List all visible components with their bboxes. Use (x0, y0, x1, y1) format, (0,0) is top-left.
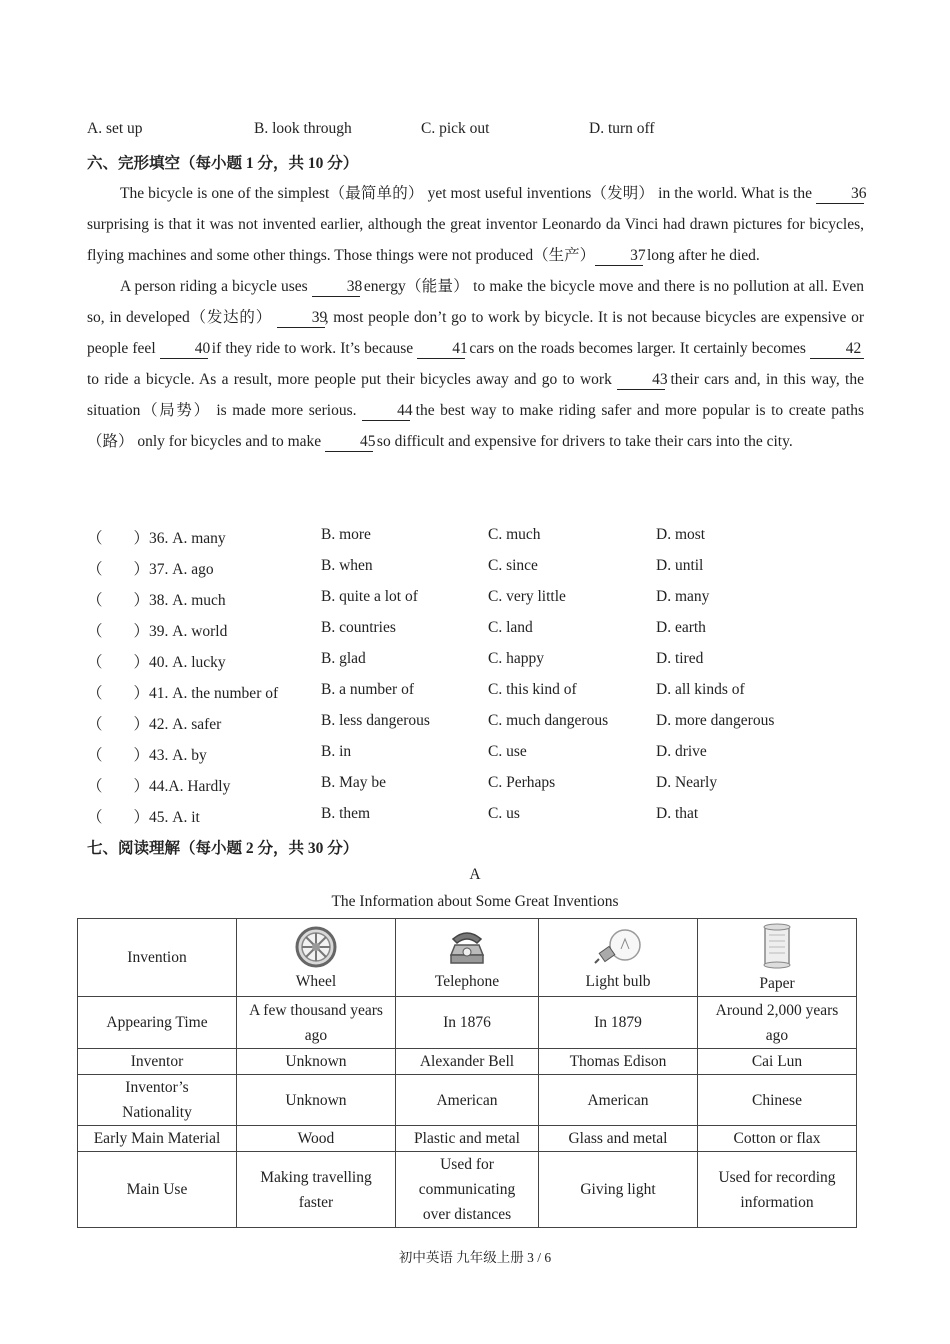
option-c: C. since (488, 557, 538, 574)
option-a: A. set up (87, 120, 143, 137)
question-row-44 (87, 774, 867, 796)
blank-42: 42 (810, 340, 864, 359)
invention-cell-paper (698, 919, 857, 997)
blank-39: 39 (277, 309, 325, 328)
option-d: D. most (656, 526, 706, 543)
blank-43: 43 (617, 371, 665, 390)
question-row-43 (87, 743, 867, 765)
table-cell: A few thousand years ago (237, 997, 396, 1049)
table-cell: Making travelling faster (237, 1152, 396, 1228)
option-b: B. in (321, 743, 352, 760)
row-label: Inventor (78, 1049, 237, 1075)
question-number-a: （ ）44.A. Hardly (87, 778, 231, 795)
passage-text: so difficult and expensive for drivers to take their cars into the city. (373, 433, 793, 450)
passage-text: The bicycle is one of the simplest（最简单的） yet most useful inventions（发明） in the world. What is the (120, 185, 816, 202)
option-b: B. more (321, 526, 371, 543)
table-cell: Chinese (698, 1075, 857, 1126)
table-row-main-use (78, 1152, 857, 1228)
blank-45: 45 (325, 433, 373, 452)
question-row-38 (87, 588, 867, 610)
paper-scroll-icon (704, 923, 850, 971)
table-cell: In 1879 (539, 997, 698, 1049)
option-c: C. use (488, 743, 527, 760)
question-number-a: （ ）40. A. lucky (87, 654, 226, 671)
blank-36: 36 (816, 185, 864, 204)
invention-name: Paper (759, 975, 795, 992)
option-b: B. countries (321, 619, 396, 636)
table-row-nationality (78, 1075, 857, 1126)
table-cell: Giving light (539, 1152, 698, 1228)
table-cell: Cai Lun (698, 1049, 857, 1075)
invention-cell-wheel (237, 919, 396, 997)
invention-name: Wheel (295, 973, 337, 990)
option-d: D. Nearly (656, 774, 718, 791)
passage-paragraph-1 (87, 178, 867, 271)
passage-text: if they ride to work. It’s because (207, 340, 418, 357)
question-number-a: （ ）39. A. world (87, 623, 228, 640)
question-number-a: （ ）38. A. much (87, 592, 226, 609)
question-row-41 (87, 681, 867, 703)
table-row-invention (78, 919, 857, 997)
option-c: C. pick out (421, 120, 490, 137)
option-b: B. glad (321, 650, 366, 667)
table-cell: Plastic and metal (396, 1126, 539, 1152)
blank-40: 40 (160, 340, 208, 359)
passage-paragraph-2 (87, 271, 864, 457)
option-b: B. quite a lot of (321, 588, 418, 605)
option-d: D. more dangerous (656, 712, 775, 729)
blank-41: 41 (417, 340, 465, 359)
passage-text: cars on the roads becomes larger. It certainly becomes (465, 340, 810, 357)
table-cell: Thomas Edison (539, 1049, 698, 1075)
option-d: D. many (656, 588, 710, 605)
option-b: B. them (321, 805, 371, 822)
table-title: The Information about Some Great Inventions (331, 893, 619, 910)
option-c: C. much dangerous (488, 712, 609, 729)
invention-cell-telephone (396, 919, 539, 997)
passage-label: A (469, 866, 481, 883)
option-d: D. tired (656, 650, 704, 667)
question-row-40 (87, 650, 867, 672)
table-cell: American (396, 1075, 539, 1126)
option-b: B. look through (254, 120, 352, 137)
table-cell: Used for communicating over distances (396, 1152, 539, 1228)
question-row-36 (87, 526, 867, 548)
option-d: D. until (656, 557, 704, 574)
passage-text: , most people don’t go to work by bicycle. It is not because bicycles are expensive or people feel (87, 309, 864, 357)
table-cell: Used for recording information (698, 1152, 857, 1228)
table-cell: American (539, 1075, 698, 1126)
section-7-heading: 七、阅读理解（每小题 2 分，共 30 分） (87, 840, 359, 857)
option-c: C. land (488, 619, 533, 636)
question-row-37 (87, 557, 867, 579)
passage-text: A person riding a bicycle uses (120, 278, 312, 295)
question-row-45 (87, 805, 867, 827)
table-cell: Around 2,000 years ago (698, 997, 857, 1049)
cloze-passage (87, 178, 867, 457)
row-label: Early Main Material (78, 1126, 237, 1152)
row-label: Appearing Time (78, 997, 237, 1049)
option-c: C. this kind of (488, 681, 577, 698)
question-number-a: （ ）41. A. the number of (87, 685, 279, 702)
table-cell: Unknown (237, 1049, 396, 1075)
previous-question-options (87, 120, 867, 142)
table-cell: Wood (237, 1126, 396, 1152)
light-bulb-icon (545, 925, 691, 969)
table-row-appearing-time (78, 997, 857, 1049)
option-c: C. us (488, 805, 520, 822)
question-number-a: （ ）43. A. by (87, 747, 207, 764)
passage-text: the best way to make riding safer and more popular is to create paths（路） only for bicycles and to make (87, 402, 864, 450)
table-cell: Glass and metal (539, 1126, 698, 1152)
table-cell: Unknown (237, 1075, 396, 1126)
passage-text: energy（能量） to make the bicycle move and there is no pollution at all. Even so, in developed（发达的） (87, 278, 864, 326)
option-d: D. turn off (589, 120, 655, 137)
passage-text: their cars and, in this way, the situation（局势） is made more serious. (87, 371, 864, 419)
blank-38: 38 (312, 278, 360, 297)
table-cell: Cotton or flax (698, 1126, 857, 1152)
option-d: D. earth (656, 619, 706, 636)
blank-37: 37 (595, 247, 643, 266)
option-b: B. when (321, 557, 373, 574)
option-c: C. very little (488, 588, 566, 605)
passage-text: long after he died. (643, 247, 760, 264)
table-cell: In 1876 (396, 997, 539, 1049)
question-number-a: （ ）36. A. many (87, 530, 226, 547)
row-label: Invention (78, 919, 237, 997)
option-b: B. a number of (321, 681, 414, 698)
telephone-icon (402, 925, 532, 969)
option-d: D. all kinds of (656, 681, 745, 698)
passage-text: surprising is that it was not invented earlier, although the great inventor Leonardo da Vinci had drawn pictures for bicycles, flying machines and some other things. Those things were not produced（生产） (87, 216, 864, 264)
option-d: D. that (656, 805, 699, 822)
question-number-a: （ ）45. A. it (87, 809, 200, 826)
section-6-heading: 六、完形填空（每小题 1 分，共 10 分） (87, 155, 359, 172)
table-row-material (78, 1126, 857, 1152)
option-d: D. drive (656, 743, 707, 760)
blank-44: 44 (362, 402, 410, 421)
row-label: Inventor’s Nationality (78, 1075, 237, 1126)
question-row-39 (87, 619, 867, 641)
option-c: C. much (488, 526, 541, 543)
invention-name: Telephone (434, 973, 500, 990)
inventions-table (77, 918, 857, 1228)
row-label: Main Use (78, 1152, 237, 1228)
option-c: C. happy (488, 650, 544, 667)
question-number-a: （ ）37. A. ago (87, 561, 214, 578)
option-b: B. May be (321, 774, 387, 791)
invention-cell-light-bulb (539, 919, 698, 997)
page-footer: 初中英语 九年级上册 3 / 6 (398, 1250, 552, 1265)
table-cell: Alexander Bell (396, 1049, 539, 1075)
wheel-icon (243, 925, 389, 969)
option-b: B. less dangerous (321, 712, 430, 729)
invention-name: Light bulb (585, 973, 651, 990)
question-row-42 (87, 712, 867, 734)
option-c: C. Perhaps (488, 774, 556, 791)
passage-text: to ride a bicycle. As a result, more people put their bicycles away and go to work (87, 371, 618, 388)
question-number-a: （ ）42. A. safer (87, 716, 222, 733)
table-row-inventor (78, 1049, 857, 1075)
